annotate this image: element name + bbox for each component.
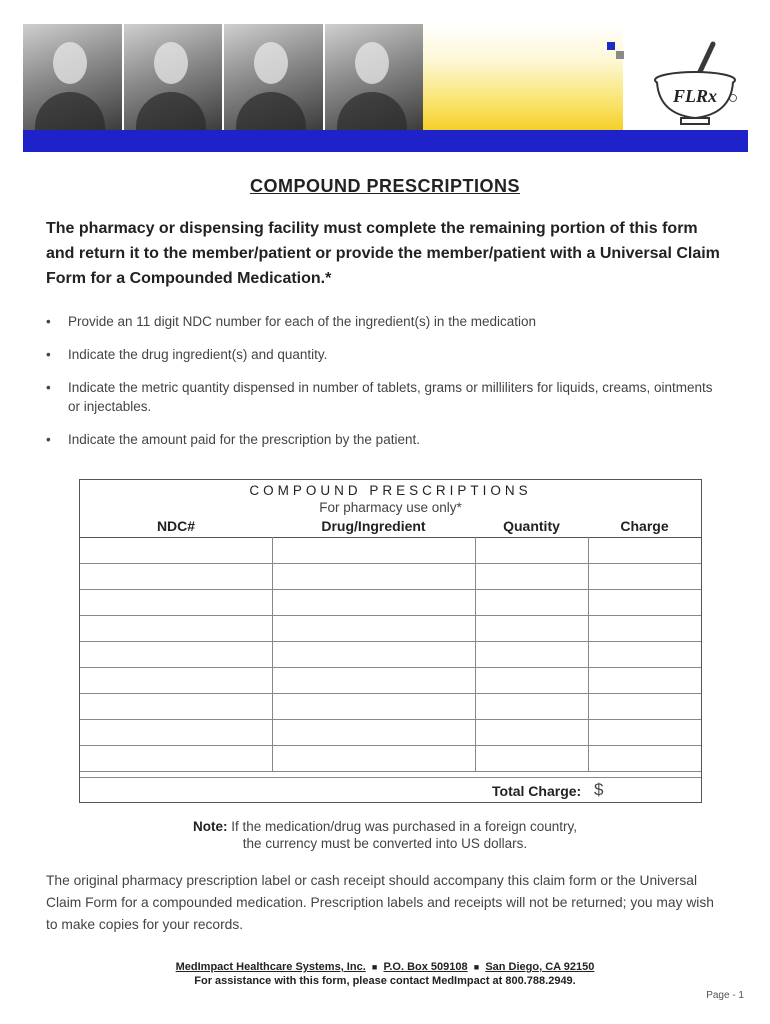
- total-charge-row: [80, 777, 701, 804]
- quantity-cell[interactable]: [475, 746, 588, 772]
- ndc-cell[interactable]: [80, 694, 272, 720]
- list-item: • Indicate the drug ingredient(s) and quantity.: [46, 347, 328, 362]
- list-item: • Provide an 11 digit NDC number for each of the ingredient(s) in the medication: [46, 314, 536, 329]
- bullet-icon: •: [46, 432, 51, 447]
- list-item: • Indicate the amount paid for the prescription by the patient.: [46, 432, 420, 447]
- table-subcaption: For pharmacy use only*: [319, 500, 462, 515]
- header-blue-bar: [23, 130, 748, 152]
- footer-address: [0, 961, 770, 973]
- drug-cell[interactable]: [272, 720, 475, 746]
- table-row: [80, 746, 701, 772]
- header-banner: [23, 24, 748, 130]
- ndc-cell[interactable]: [80, 668, 272, 694]
- ndc-cell[interactable]: [80, 720, 272, 746]
- intro-text: The pharmacy or dispensing facility must complete the remaining portion of this form and return it to the member/patient or provide the member/patient with a Universal Claim Form for a Compounded Medication.*: [46, 220, 720, 287]
- total-charge-label: Total Charge:: [492, 783, 582, 799]
- quantity-cell[interactable]: [475, 642, 588, 668]
- table-row: [80, 694, 701, 720]
- drug-cell[interactable]: [272, 642, 475, 668]
- note-label: Note:: [193, 819, 228, 834]
- footer-assistance: For assistance with this form, please contact MedImpact at 800.788.2949.: [194, 975, 576, 987]
- charge-cell[interactable]: [588, 694, 701, 720]
- column-header-ndc: NDC#: [156, 518, 196, 534]
- charge-cell[interactable]: [588, 564, 701, 590]
- column-header-drug: Drug/Ingredient: [321, 518, 426, 534]
- table-row: [80, 538, 701, 564]
- page-number: Page - 1: [706, 990, 744, 1001]
- header-yellow-fade: [423, 24, 623, 130]
- list-item: • Indicate the metric quantity dispensed in number of tablets, grams or milliliters for liquids, creams, ointments or injectables.: [46, 380, 713, 414]
- separator-icon: ■: [473, 962, 480, 972]
- quantity-cell[interactable]: [475, 538, 588, 564]
- drug-cell[interactable]: [272, 616, 475, 642]
- charge-cell[interactable]: [588, 538, 701, 564]
- logo-text: FLRx: [672, 86, 718, 106]
- receipt-paragraph: The original pharmacy prescription label or cash receipt should accompany this claim form or the Universal Claim Form for a compounded medication. Prescription labels and receipts will not be returned; you may wish to make copies for your records.: [46, 873, 714, 932]
- table-row: [80, 564, 701, 590]
- drug-cell[interactable]: [272, 564, 475, 590]
- charge-cell[interactable]: [588, 642, 701, 668]
- header-photo-strip: [23, 24, 423, 130]
- compound-table: [79, 479, 702, 803]
- bullet-icon: •: [46, 347, 51, 362]
- quantity-cell[interactable]: [475, 694, 588, 720]
- quantity-cell[interactable]: [475, 564, 588, 590]
- column-header-quantity: Quantity: [503, 518, 560, 534]
- currency-note: [0, 818, 770, 852]
- total-charge-field[interactable]: $: [594, 780, 604, 799]
- footer-po-box: P.O. Box 509108: [383, 961, 468, 973]
- ndc-cell[interactable]: [80, 564, 272, 590]
- table-caption: COMPOUND PRESCRIPTIONS: [249, 483, 532, 498]
- mortar-pestle-icon: [645, 38, 745, 130]
- entry-grid: [80, 537, 701, 772]
- table-row: [80, 590, 701, 616]
- drug-cell[interactable]: [272, 694, 475, 720]
- page-title: COMPOUND PRESCRIPTIONS: [249, 176, 521, 196]
- drug-cell[interactable]: [272, 668, 475, 694]
- ndc-cell[interactable]: [80, 590, 272, 616]
- ndc-cell[interactable]: [80, 746, 272, 772]
- bullet-icon: •: [46, 314, 51, 329]
- quantity-cell[interactable]: [475, 720, 588, 746]
- header-photo: [124, 24, 223, 130]
- footer-company: MedImpact Healthcare Systems, Inc.: [175, 961, 366, 973]
- ndc-cell[interactable]: [80, 642, 272, 668]
- column-header-charge: Charge: [620, 518, 669, 534]
- drug-cell[interactable]: [272, 538, 475, 564]
- table-row: [80, 668, 701, 694]
- note-line-2: the currency must be converted into US dollars.: [242, 836, 528, 851]
- instruction-list: [46, 312, 726, 463]
- header-photo: [23, 24, 122, 130]
- charge-cell[interactable]: [588, 590, 701, 616]
- table-row: [80, 642, 701, 668]
- quantity-cell[interactable]: [475, 616, 588, 642]
- ndc-cell[interactable]: [80, 538, 272, 564]
- header-photo: [224, 24, 323, 130]
- charge-cell[interactable]: [588, 746, 701, 772]
- note-line-1: If the medication/drug was purchased in a foreign country,: [231, 819, 577, 834]
- decorative-squares-icon: [607, 42, 627, 62]
- charge-cell[interactable]: [588, 668, 701, 694]
- footer-city: San Diego, CA 92150: [485, 961, 595, 973]
- ndc-cell[interactable]: [80, 616, 272, 642]
- charge-cell[interactable]: [588, 616, 701, 642]
- drug-cell[interactable]: [272, 590, 475, 616]
- quantity-cell[interactable]: [475, 668, 588, 694]
- drug-cell[interactable]: [272, 746, 475, 772]
- header-photo: [325, 24, 424, 130]
- charge-cell[interactable]: [588, 720, 701, 746]
- separator-icon: ■: [371, 962, 378, 972]
- bullet-icon: •: [46, 380, 51, 395]
- quantity-cell[interactable]: [475, 590, 588, 616]
- table-row: [80, 720, 701, 746]
- mortar-pestle-logo: [645, 38, 745, 130]
- table-row: [80, 616, 701, 642]
